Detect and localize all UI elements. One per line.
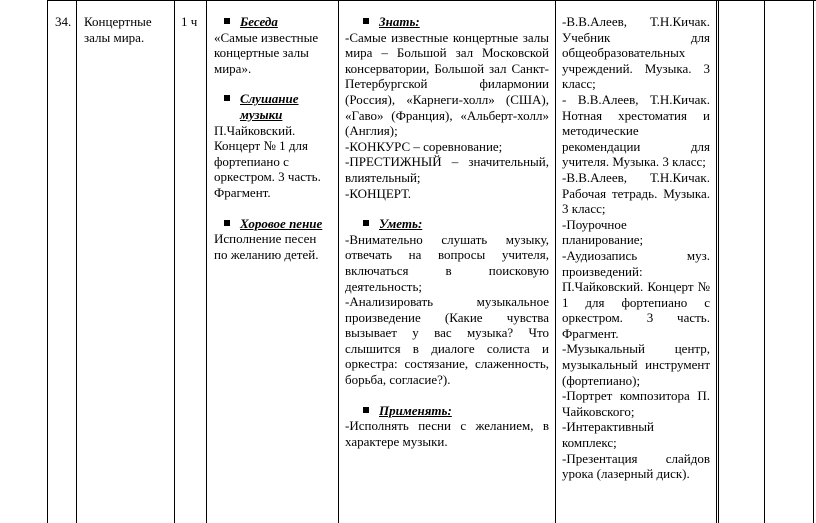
can-item: -Анализировать музыкальное произведение (Какие чувства вызывает у вас музыка? Что слышится в диалоге солиста и оркестра: состязание, слаженность, борьба, согласие?). bbox=[345, 294, 549, 388]
section-text: П.Чайковский. Концерт № 1 для фортепиано с оркестром. 3 часть. Фрагмент. bbox=[214, 122, 321, 200]
column-border bbox=[206, 0, 207, 523]
square-bullet-icon bbox=[224, 18, 230, 24]
content-section-conversation bbox=[214, 14, 332, 76]
resource-item: -В.В.Алеев, Т.Н.Кичак. Учебник для общеобразовательных учреждений. Музыка. 3 класс; bbox=[562, 14, 710, 92]
table-top-border bbox=[47, 0, 816, 1]
know-item: -КОНЦЕРТ. bbox=[345, 185, 412, 201]
resource-item: -Музыкальный центр, музыкальный инструмент (фортепиано); bbox=[562, 341, 710, 388]
column-border bbox=[338, 0, 339, 523]
know-item: -ПРЕСТИЖНЫЙ – значительный, влиятельный; bbox=[345, 154, 549, 185]
lesson-hours: 1 ч bbox=[181, 14, 198, 29]
resources-list bbox=[562, 14, 710, 482]
column-border bbox=[716, 0, 719, 523]
column-border bbox=[174, 0, 175, 523]
resource-item: -Поурочное планирование; bbox=[562, 216, 644, 248]
resource-item: -Портрет композитора П. Чайковского; bbox=[562, 388, 710, 419]
resource-item: -Интерактивный комплекс; bbox=[562, 419, 654, 451]
square-bullet-icon bbox=[363, 18, 369, 24]
can-item: -Внимательно слушать музыку, отвечать на вопросы учителя, включаться в поисковую деятельность; bbox=[345, 231, 549, 294]
content-section-listening bbox=[214, 91, 332, 200]
lesson-content bbox=[214, 14, 332, 262]
column-border bbox=[555, 0, 556, 523]
square-bullet-icon bbox=[224, 220, 230, 226]
section-text: Исполнение песен по желанию детей. bbox=[214, 231, 319, 262]
lesson-number: 34. bbox=[55, 14, 72, 29]
square-bullet-icon bbox=[224, 95, 230, 101]
resource-item: -В.В.Алеев, Т.Н.Кичак. Рабочая тетрадь. Музыка. 3 класс; bbox=[562, 169, 710, 217]
section-title: Беседа bbox=[240, 14, 278, 29]
section-title: Слушание музыки bbox=[240, 91, 299, 122]
section-text: «Самые известные концертные залы мира». bbox=[214, 29, 319, 76]
apply-item: -Исполнять песни с желанием, в характере музыки. bbox=[345, 418, 549, 449]
column-border bbox=[76, 0, 77, 523]
can-title: Уметь: bbox=[379, 216, 423, 232]
square-bullet-icon bbox=[363, 220, 369, 226]
content-section-choir bbox=[214, 216, 332, 263]
resource-item: -Презентация слайдов урока (лазерный диск). bbox=[562, 450, 710, 482]
section-title: Хоровое пение bbox=[240, 215, 323, 231]
apply-title: Применять: bbox=[379, 402, 452, 418]
column-border bbox=[764, 0, 765, 523]
know-title: Знать: bbox=[379, 14, 420, 29]
square-bullet-icon bbox=[363, 407, 369, 413]
resource-item: П.Чайковский. Концерт № 1 для фортепиано с оркестром. 3 часть. Фрагмент. bbox=[562, 279, 710, 341]
know-item: -Самые известные концертные залы мира – Большой зал Московской консерватории, Большой зал Санкт-Петербургской филармонии (Россия), «Карнеги-холл» (США), «Гаво» (Франция), «Альберт-холл» (Англия); bbox=[345, 29, 549, 139]
resource-item: - В.В.Алеев, Т.Н.Кичак. Нотная хрестоматия и методические рекомендации для учителя. Музыка. 3 класс; bbox=[562, 91, 710, 170]
lesson-topic: Концертные залы мира. bbox=[84, 14, 152, 45]
column-border bbox=[47, 0, 48, 523]
learning-outcomes bbox=[345, 14, 549, 449]
resource-item: -Аудиозапись муз. произведений: bbox=[562, 247, 710, 279]
know-item: -КОНКУРС – соревнование; bbox=[345, 138, 503, 154]
column-border bbox=[813, 0, 814, 523]
